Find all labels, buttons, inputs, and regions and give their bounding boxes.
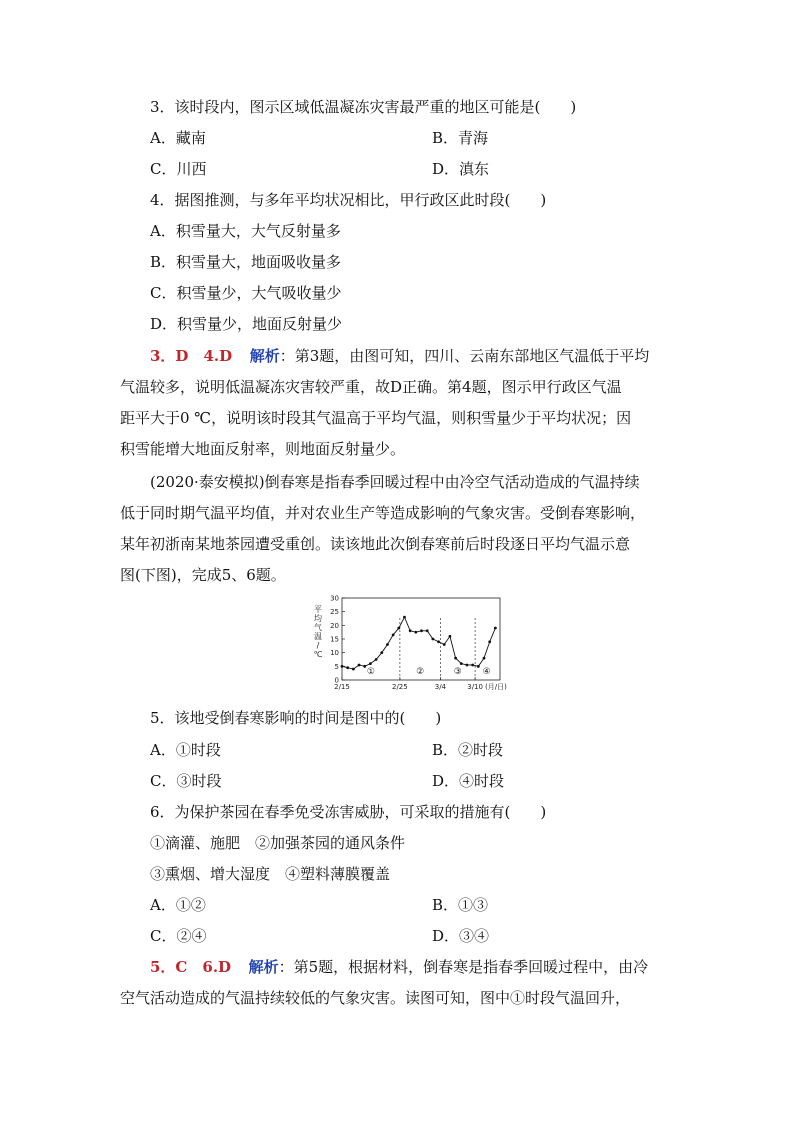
data-point <box>426 629 429 632</box>
data-point <box>352 668 355 671</box>
data-point <box>466 664 469 667</box>
data-point <box>392 634 395 637</box>
period-label: ④ <box>482 667 491 677</box>
q3-option-b: B．青海 <box>432 129 489 147</box>
x-tick-label: 2/15 <box>334 683 350 691</box>
q4-option-b: B．积雪量大，地面吸收量多 <box>150 253 342 271</box>
data-point <box>409 629 412 632</box>
answer-5-6-key: 5．C 6.D <box>150 958 232 976</box>
q5-option-c: C．③时段 <box>150 772 222 790</box>
y-axis-label-char: / <box>316 641 320 650</box>
q5-stem: 5．该地受倒春寒影响的时间是图中的( ) <box>150 709 442 727</box>
q4-option-a: A．积雪量大，大气反射量多 <box>150 222 341 240</box>
intro-line3: 某年初浙南某地茶园遭受重创。读该地此次倒春寒前后时段逐日平均气温示意 <box>120 535 631 553</box>
y-tick-label: 30 <box>330 594 339 603</box>
y-tick-label: 25 <box>330 608 339 617</box>
y-axis-label-char: 温 <box>314 632 322 641</box>
analysis-text: ：第3题，由图可知，四川、云南东部地区气温低于平均 <box>279 347 650 365</box>
answer-5-6-line2: 空气活动造成的气温持续较低的气象灾害。读图可知，图中①时段气温回升， <box>120 989 631 1007</box>
y-tick-label: 20 <box>330 621 339 630</box>
answer-3-4-line2: 气温较多，说明低温凝冻灾害较严重，故D正确。第4题，图示甲行政区气温 <box>120 378 622 396</box>
data-point <box>386 643 389 646</box>
period-label: ② <box>416 667 425 677</box>
period-label: ① <box>366 667 375 677</box>
data-point <box>363 665 366 668</box>
q6-item-line1: ①滴灌、施肥 ②加强茶园的通风条件 <box>150 834 406 852</box>
data-point <box>380 651 383 654</box>
temperature-line-chart <box>300 592 520 698</box>
analysis-label: 解析 <box>249 347 280 365</box>
data-point <box>483 657 486 660</box>
y-tick-label: 15 <box>330 635 339 644</box>
intro-line1: (2020·泰安模拟)倒春寒是指春季回暖过程中由冷空气活动造成的气温持续 <box>150 473 640 491</box>
answer-5-6-line1 <box>150 957 648 977</box>
data-point <box>375 658 378 661</box>
data-point <box>414 631 417 634</box>
data-point <box>443 643 446 646</box>
temperature-series-line <box>342 617 495 669</box>
analysis-label: 解析 <box>248 958 279 976</box>
q6-option-c: C．②④ <box>150 927 207 945</box>
data-point <box>369 662 372 665</box>
analysis-text: ：第5题，根据材料，倒春寒是指春季回暖过程中，由冷 <box>278 958 649 976</box>
data-point <box>449 635 452 638</box>
data-point <box>403 616 406 619</box>
q6-item-line2: ③熏烟、增大湿度 ④塑料薄膜覆盖 <box>150 865 391 883</box>
q3-option-a: A．藏南 <box>150 129 206 147</box>
y-axis-label-char: 均 <box>314 614 322 623</box>
data-point <box>358 664 361 667</box>
y-tick-label: 0 <box>334 676 339 685</box>
y-axis-label-char: ℃ <box>313 650 323 659</box>
x-unit-label: (月/日) <box>485 683 507 691</box>
data-point <box>420 629 423 632</box>
q5-option-b: B．②时段 <box>432 741 504 759</box>
q5-option-d: D．④时段 <box>432 772 505 790</box>
data-point <box>397 627 400 630</box>
data-point <box>471 664 474 667</box>
x-tick-label: 2/25 <box>392 683 408 691</box>
data-point <box>341 665 344 668</box>
q3-option-c: C．川西 <box>150 160 207 178</box>
x-tick-label: 3/10 <box>467 683 483 691</box>
q3-option-d: D．滇东 <box>432 160 490 178</box>
q6-option-a: A．①② <box>150 896 206 914</box>
intro-line2: 低于同时期气温平均值，并对农业生产等造成影响的气象灾害。受倒春寒影响， <box>120 504 646 522</box>
answer-3-4-line3: 距平大于0 ℃，说明该时段其气温高于平均气温，则积雪量少于平均状况；因 <box>120 409 632 427</box>
data-point <box>437 640 440 643</box>
q3-stem: 3．该时段内，图示区域低温凝冻灾害最严重的地区可能是( ) <box>150 98 577 116</box>
data-point <box>494 627 497 630</box>
y-tick-label: 5 <box>334 662 339 671</box>
q6-stem: 6．为保护茶园在春季免受冻害威胁，可采取的措施有( ) <box>150 803 547 821</box>
q6-option-d: D．③④ <box>432 927 490 945</box>
intro-line4: 图(下图)，完成5、6题。 <box>120 566 286 584</box>
y-axis-label-char: 气 <box>314 623 322 632</box>
answer-3-4-line4: 积雪能增大地面反射率，则地面反射量少。 <box>120 440 406 458</box>
data-point <box>346 666 349 669</box>
q5-option-a: A．①时段 <box>150 741 221 759</box>
data-point <box>431 638 434 641</box>
y-axis-label-char: 平 <box>314 605 322 614</box>
q4-option-d: D．积雪量少，地面反射量少 <box>150 315 343 333</box>
answer-3-4-key: 3．D 4.D <box>150 347 233 365</box>
data-point <box>477 665 480 668</box>
answer-3-4-line1 <box>150 346 649 366</box>
period-label: ③ <box>453 667 462 677</box>
data-point <box>460 662 463 665</box>
data-point <box>488 640 491 643</box>
q4-stem: 4．据图推测，与多年平均状况相比，甲行政区此时段( ) <box>150 191 547 209</box>
x-tick-label: 3/4 <box>434 683 447 691</box>
q6-option-b: B．①③ <box>432 896 489 914</box>
data-point <box>454 657 457 660</box>
q4-option-c: C．积雪量少，大气吸收量少 <box>150 284 342 302</box>
y-tick-label: 10 <box>330 649 339 658</box>
